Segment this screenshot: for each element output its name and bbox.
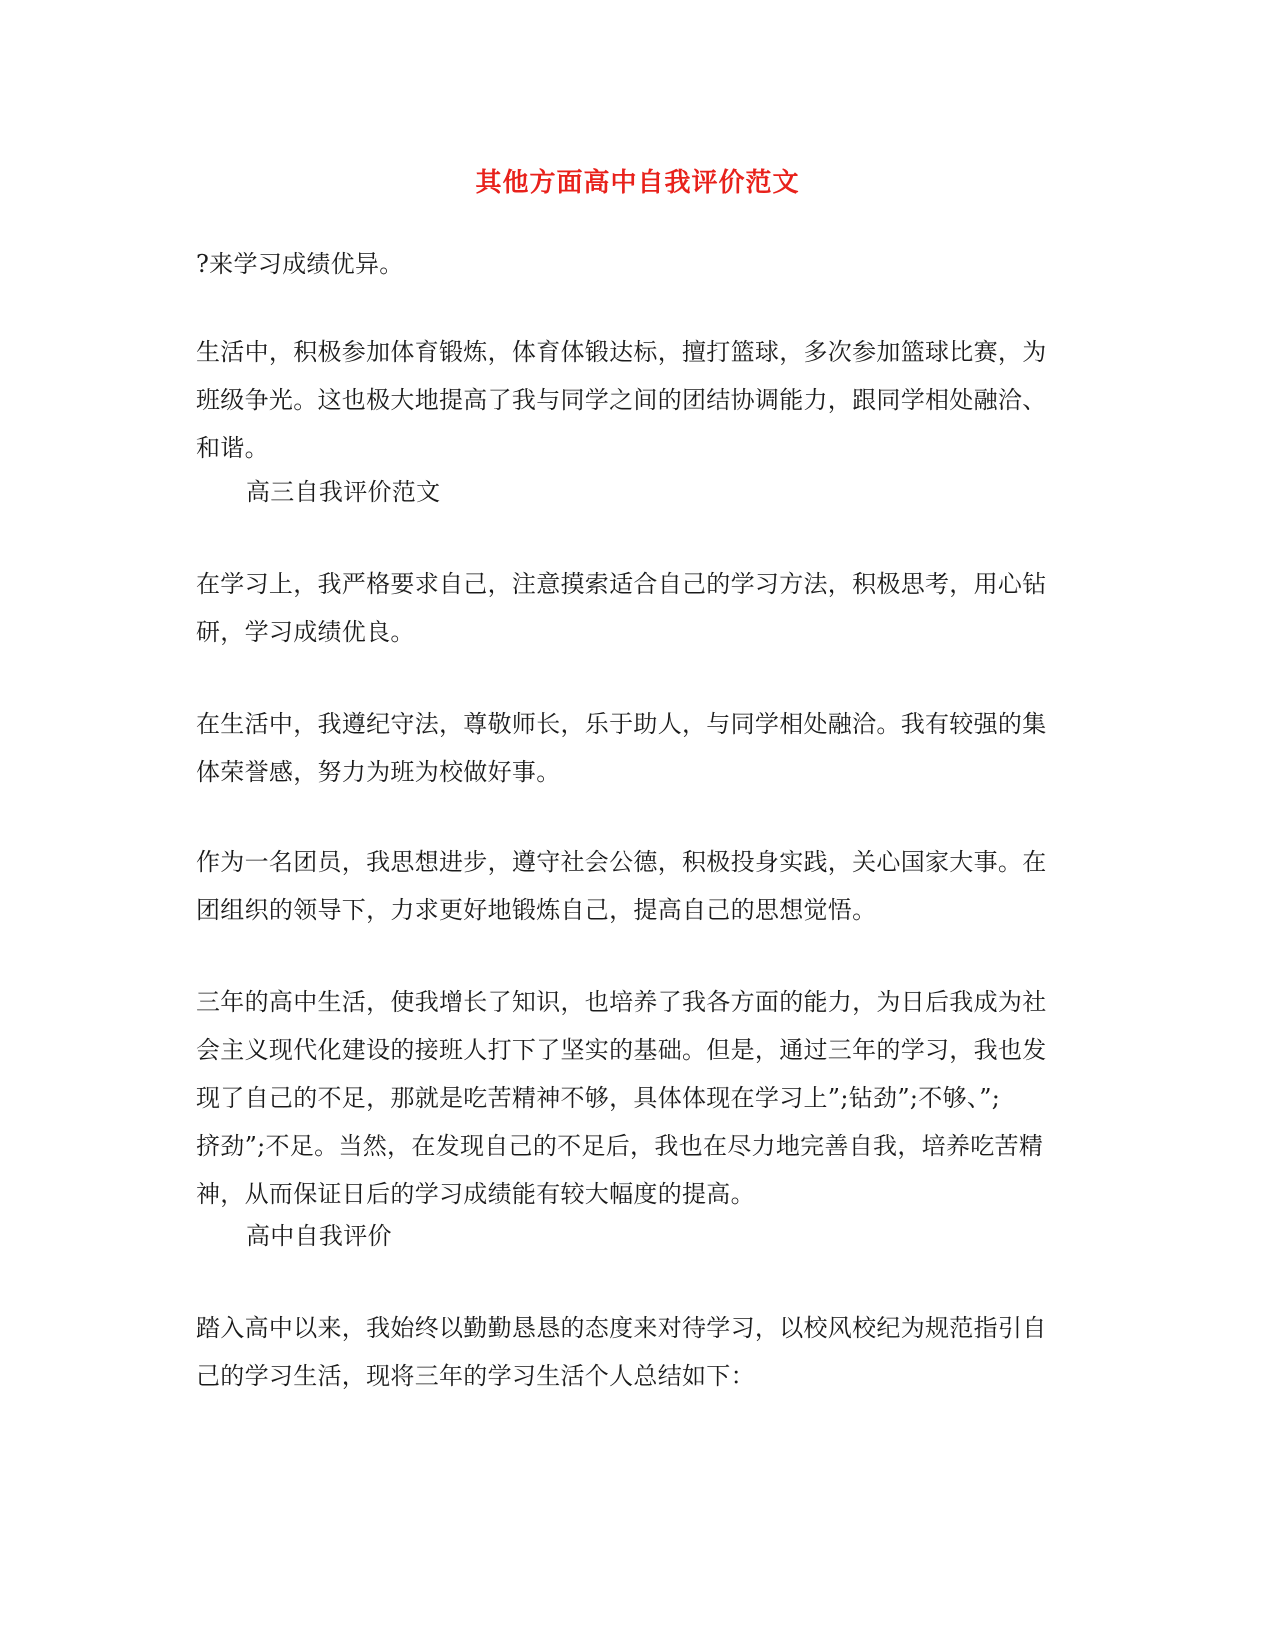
paragraph-line: 三年的高中生活，使我增长了知识，也培养了我各方面的能力，为日后我成为社 <box>196 988 1047 1016</box>
paragraph-line: 挤劲”;不足。当然，在发现自己的不足后，我也在尽力地完善自我，培养吃苦精 <box>196 1132 1044 1160</box>
paragraph-line: ?来学习成绩优异。 <box>196 250 404 278</box>
paragraph-line: 团组织的领导下，力求更好地锻炼自己，提高自己的思想觉悟。 <box>196 896 877 924</box>
paragraph-line: 在学习上，我严格要求自己，注意摸索适合自己的学习方法，积极思考，用心钻 <box>196 570 1047 598</box>
paragraph-summary <box>196 978 1081 1218</box>
paragraph-line: 生活中，积极参加体育锻炼，体育体锻达标，擅打篮球，多次参加篮球比赛，为 <box>196 338 1047 366</box>
paragraph-line: 体荣誉感，努力为班为校做好事。 <box>196 758 561 786</box>
paragraph-conduct <box>196 700 1081 796</box>
paragraph-line: 会主义现代化建设的接班人打下了坚实的基础。但是，通过三年的学习，我也发 <box>196 1036 1047 1064</box>
document-title: 其他方面高中自我评价范文 <box>475 168 800 198</box>
paragraph-line: 神，从而保证日后的学习成绩能有较大幅度的提高。 <box>196 1180 755 1208</box>
section-heading: 高中自我评价 <box>246 1222 392 1250</box>
paragraph-entering-high-school <box>196 1304 1081 1400</box>
paragraph-line: 现了自己的不足，那就是吃苦精神不够，具体体现在学习上”;钻劲”;不够、”; <box>196 1084 1001 1112</box>
paragraph-line: 和谐。 <box>196 434 269 462</box>
paragraph-line: 踏入高中以来，我始终以勤勤恳恳的态度来对待学习，以校风校纪为规范指引自 <box>196 1314 1047 1342</box>
paragraph-intro <box>196 240 1081 288</box>
section-heading-senior-three <box>196 468 1131 516</box>
paragraph-line: 班级争光。这也极大地提高了我与同学之间的团结协调能力，跟同学相处融洽、 <box>196 386 1047 414</box>
paragraph-line: 作为一名团员，我思想进步，遵守社会公德，积极投身实践，关心国家大事。在 <box>196 848 1047 876</box>
paragraph-study <box>196 560 1081 656</box>
section-heading-high-school <box>196 1212 1131 1260</box>
paragraph-life <box>196 328 1081 472</box>
section-heading: 高三自我评价范文 <box>246 478 441 506</box>
paragraph-line: 己的学习生活，现将三年的学习生活个人总结如下： <box>196 1362 755 1390</box>
paragraph-line: 研，学习成绩优良。 <box>196 618 415 646</box>
paragraph-line: 在生活中，我遵纪守法，尊敬师长，乐于助人，与同学相处融洽。我有较强的集 <box>196 710 1047 738</box>
paragraph-league-member <box>196 838 1081 934</box>
